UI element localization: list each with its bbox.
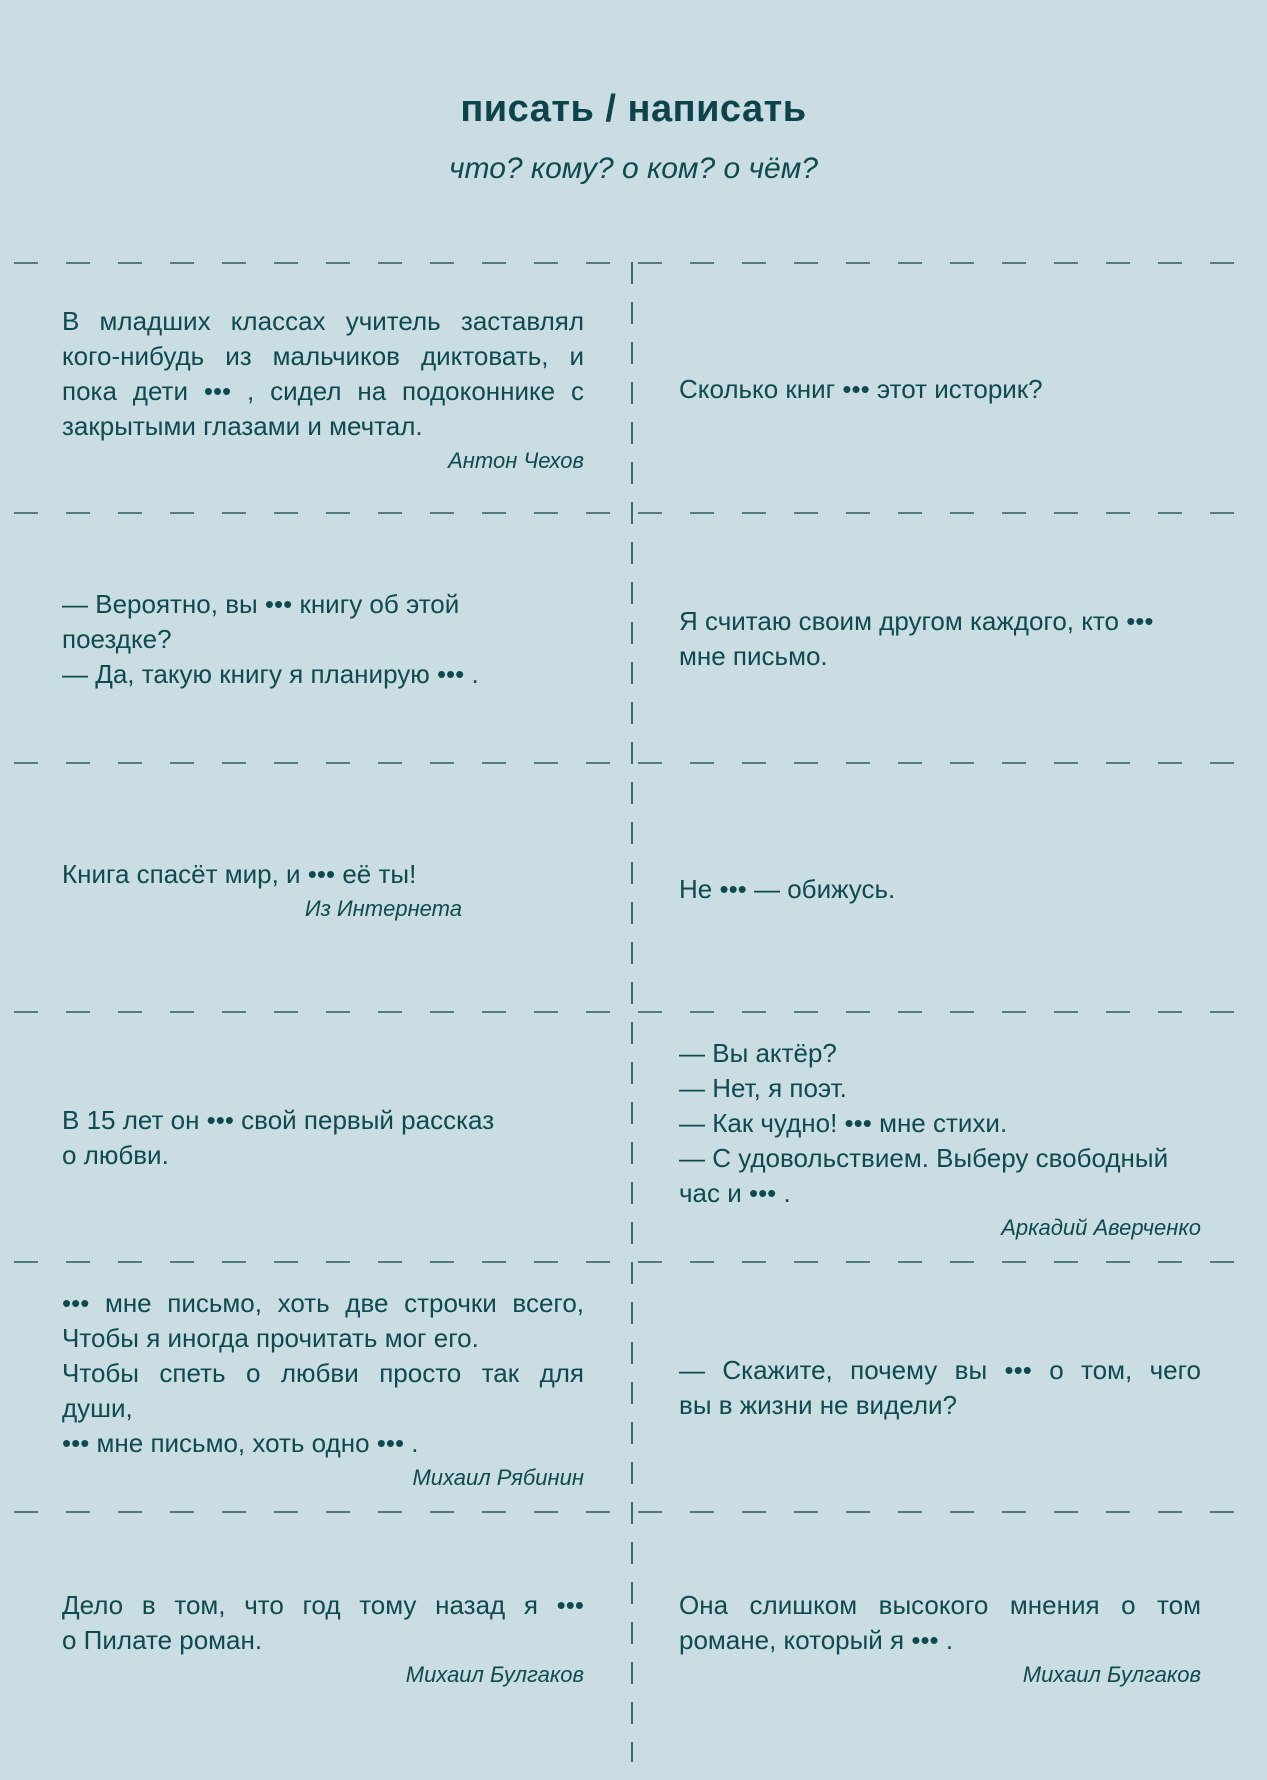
card-author: Аркадий Аверченко — [1001, 1214, 1201, 1240]
card-text — [679, 1036, 1201, 1211]
card-author: Антон Чехов — [448, 448, 584, 473]
card-line: — Вы актёр? — [679, 1037, 837, 1068]
cut-line-vertical — [631, 262, 633, 1762]
card-6 — [679, 764, 1201, 1014]
card-line: — Нет, я поэт. — [679, 1072, 847, 1103]
card-text — [62, 857, 462, 892]
card-1 — [62, 264, 584, 514]
card-line: Сколько книг ••• этот историк? — [679, 373, 1043, 404]
card-line: В 15 лет он ••• свой первый рассказ — [62, 1105, 495, 1135]
card-text — [679, 1353, 1201, 1423]
card-line: Дело в том, что год тому назад я ••• — [62, 1590, 584, 1620]
card-3 — [62, 514, 584, 764]
card-line: — Вероятно, вы ••• книгу об этой — [62, 588, 460, 619]
card-text — [679, 872, 1201, 907]
card-2 — [679, 264, 1201, 514]
card-author: Из Интернета — [304, 895, 462, 921]
card-line: поездке? — [62, 623, 172, 654]
card-text — [62, 587, 584, 692]
card-12 — [679, 1513, 1201, 1763]
card-author: Михаил Булгаков — [405, 1662, 584, 1687]
card-text — [679, 372, 1201, 407]
card-line: — Как чудно! ••• мне стихи. — [679, 1107, 1008, 1138]
card-line: Не ••• — обижусь. — [679, 873, 896, 904]
card-text — [62, 304, 584, 444]
card-line: о Пилате роман. — [62, 1625, 263, 1655]
card-line: Она слишком высокого мнения о том — [679, 1590, 1201, 1620]
card-line: В младших классах учитель заставлял — [62, 306, 584, 336]
card-5 — [62, 764, 462, 1014]
card-line: Я считаю своим другом каждого, кто ••• — [679, 606, 1154, 636]
card-7 — [62, 1013, 584, 1263]
card-line: кого-нибудь из мальчиков диктовать, и — [62, 341, 584, 371]
card-line: романе, который я ••• . — [679, 1625, 954, 1655]
card-author: Михаил Рябинин — [412, 1464, 584, 1490]
page-title: писать / написать — [460, 88, 807, 130]
card-11 — [62, 1513, 584, 1763]
card-line: ••• мне письмо, хоть одно ••• . — [62, 1427, 419, 1458]
card-line: пока дети ••• , сидел на подоконнике с — [62, 376, 584, 406]
card-4 — [679, 514, 1201, 764]
card-line: Чтобы спеть о любви просто так для — [62, 1357, 584, 1388]
card-line: Книга спасёт мир, и ••• её ты! — [62, 858, 417, 889]
card-9 — [62, 1263, 584, 1513]
card-8 — [679, 1013, 1201, 1263]
page-subtitle: что? кому? о ком? о чём? — [449, 152, 818, 185]
card-text — [679, 604, 1201, 674]
card-text — [679, 1588, 1201, 1658]
card-text — [62, 1588, 584, 1658]
card-line: — С удовольствием. Выберу свободный — [679, 1142, 1169, 1173]
card-line: мне письмо. — [679, 641, 828, 671]
card-line: вы в жизни не видели? — [679, 1390, 958, 1420]
card-author: Михаил Булгаков — [1022, 1662, 1201, 1687]
card-line: души, — [62, 1392, 133, 1423]
card-10 — [679, 1263, 1201, 1513]
card-line: — Да, такую книгу я планирую ••• . — [62, 658, 479, 689]
card-line: закрытыми глазами и мечтал. — [62, 411, 423, 441]
card-text — [62, 1103, 584, 1173]
card-line: час и ••• . — [679, 1177, 791, 1208]
card-line: ••• мне письмо, хоть две строчки всего, — [62, 1287, 584, 1318]
card-line: о любви. — [62, 1140, 169, 1170]
card-line: — Скажите, почему вы ••• о том, чего — [679, 1355, 1201, 1385]
card-line: Чтобы я иногда прочитать мог его. — [62, 1322, 479, 1353]
card-text — [62, 1286, 584, 1461]
